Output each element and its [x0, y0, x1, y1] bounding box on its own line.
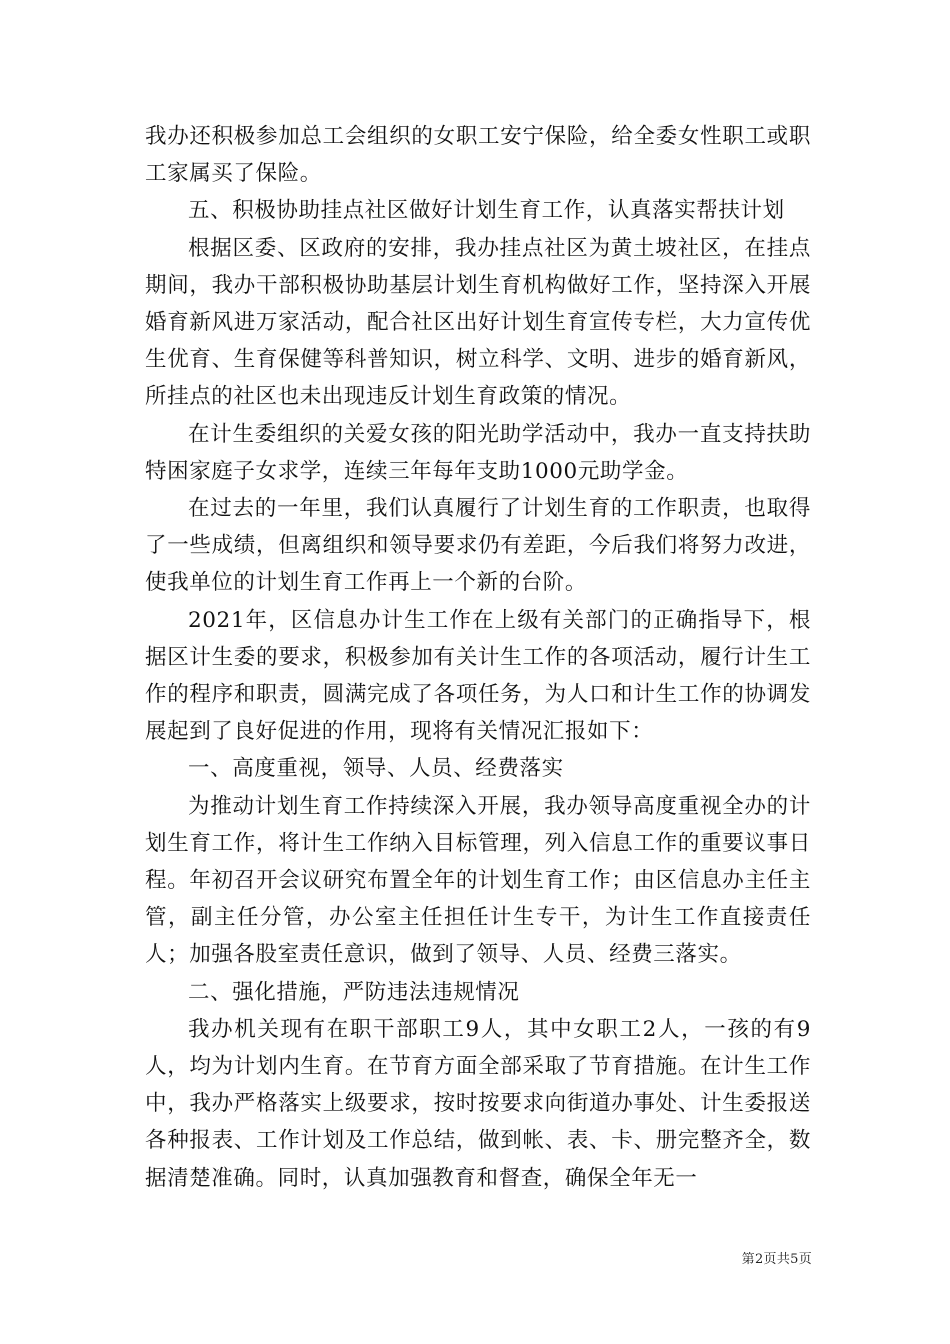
page-number: 第2页共5页	[741, 1252, 812, 1267]
paragraph-leadership: 为推动计划生育工作持续深入开展，我办领导高度重视全办的计划生育工作，将计生工作纳入目标管理，列入信息工作的重要议事日程。年初召开会议研究布置全年的计划生育工作；由区信息办主任主管，副主任分管，办公室主任担任计生专干，为计生工作直接责任人；加强各股室责任意识，做到了领导、人员、经费三落实。	[145, 793, 811, 968]
paragraph-community: 根据区委、区政府的安排，我办挂点社区为黄土坡社区，在挂点期间，我办干部积极协助基层计划生育机构做好工作，坚持深入开展婚育新风进万家活动，配合社区出好计划生育宣传专栏，大力宣传优生优育、生育保健等科普知识，树立科学、文明、进步的婚育新风，所挂点的社区也未出现违反计划生育政策的情况。	[145, 235, 811, 410]
document-body	[145, 118, 811, 1197]
section-heading-5: 五、积极协助挂点社区做好计划生育工作，认真落实帮扶计划	[188, 198, 785, 224]
paragraph-scholarship: 在计生委组织的关爱女孩的阳光助学活动中，我办一直支持扶助特困家庭子女求学，连续三年每年支助1000元助学金。	[145, 421, 811, 484]
paragraph-staff: 我办机关现有在职干部职工9人，其中女职工2人，一孩的有9人，均为计划内生育。在节育方面全部采取了节育措施。在计生工作中，我办严格落实上级要求，按时按要求向街道办事处、计生委报送各种报表、工作计划及工作总结，做到帐、表、卡、册完整齐全，数据清楚准确。同时，认真加强教育和督查，确保全年无一	[145, 1016, 811, 1191]
paragraph-1: 我办还积极参加总工会组织的女职工安宁保险，给全委女性职工或职工家属买了保险。	[145, 124, 811, 187]
section-heading-1: 一、高度重视，领导、人员、经费落实	[188, 756, 564, 782]
section-heading-2: 二、强化措施，严防违法违规情况	[188, 979, 520, 1005]
paragraph-summary: 在过去的一年里，我们认真履行了计划生育的工作职责，也取得了一些成绩，但离组织和领导要求仍有差距，今后我们将努力改进，使我单位的计划生育工作再上一个新的台阶。	[145, 496, 811, 596]
paragraph-intro-2021: 2021年，区信息办计生工作在上级有关部门的正确指导下，根据区计生委的要求，积极参加有关计生工作的各项活动，履行计生工作的程序和职责，圆满完成了各项任务，为人口和计生工作的协调发展起到了良好促进的作用，现将有关情况汇报如下：	[145, 607, 811, 745]
